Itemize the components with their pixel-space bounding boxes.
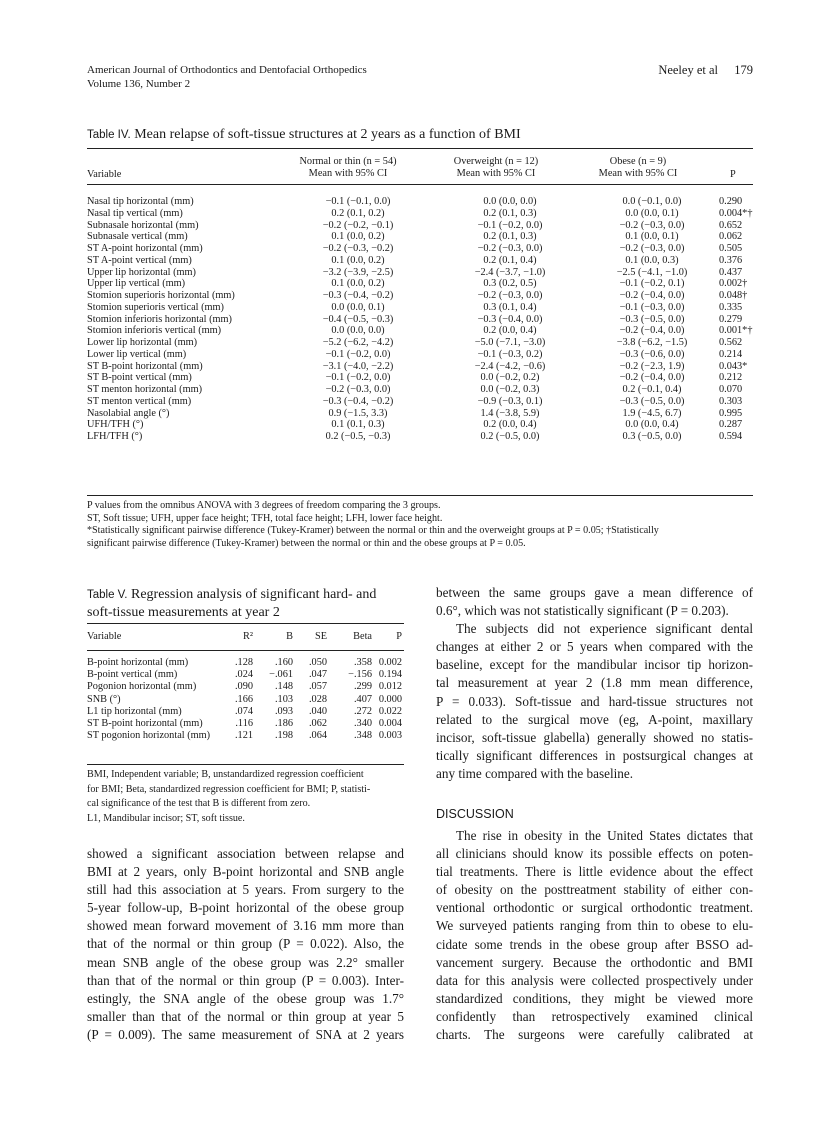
row-variable: Upper lip vertical (mm) (87, 278, 186, 290)
cell-p-value: 0.004*† (719, 207, 753, 219)
cell-p-value: 0.001*† (719, 325, 753, 337)
text-line: of obesity on the posttreatment stability of either con- (436, 882, 753, 898)
text-line: showed mean forward movement of 3.16 mm more than (87, 918, 404, 934)
table4-notes (87, 500, 767, 550)
cell-obese: 0.3 (−0.5, 0.0) (622, 431, 682, 442)
table4-header-rule (87, 184, 753, 185)
left-column-text (87, 845, 404, 1044)
table4-row (87, 337, 753, 349)
t5-r2: .166 (234, 693, 253, 705)
cell-p-value: 0.214 (719, 348, 743, 360)
text-line: BMI at 2 years, only B-point horizontal and SNB angle (87, 864, 404, 880)
cell-overweight: 1.4 (−3.8, 5.9) (480, 407, 540, 419)
cell-p-value: 0.335 (719, 301, 743, 313)
cell-normal: −0.1 (−0.2, 0.0) (325, 372, 391, 384)
table5-row (87, 706, 404, 718)
table4-header-variable (87, 169, 121, 181)
cell-obese: −3.8 (−6.2, −1.5) (616, 337, 688, 348)
table5-row (87, 730, 404, 742)
table4-label: Table IV. (87, 129, 131, 141)
header-normal-ci: Mean with 95% CI (308, 168, 388, 179)
row-variable: Lower lip horizontal (mm) (87, 337, 198, 348)
cell-p-value: 0.303 (719, 395, 743, 407)
cell-normal: 0.1 (0.1, 0.3) (331, 419, 385, 431)
table4-row (87, 408, 753, 420)
table4-body (87, 196, 753, 443)
text-line: The rise in obesity in the United States dictates that (456, 828, 753, 843)
table4-caption: Mean relapse of soft-tissue structures at 2 years as a function of BMI (134, 127, 521, 142)
cell-normal: −0.1 (−0.1, 0.0) (325, 196, 391, 207)
cell-obese: 0.0 (−0.1, 0.0) (622, 196, 682, 207)
table5-notes (87, 768, 407, 826)
row-variable: ST A-point horizontal (mm) (87, 243, 203, 254)
t5-variable: SNB (°) (87, 693, 121, 705)
cell-normal: 0.2 (0.1, 0.2) (331, 207, 385, 219)
cell-normal: 0.0 (0.0, 0.0) (331, 325, 385, 337)
table4-note: significant pairwise difference (Tukey-Kramer) between the normal or thin and the obese groups at P = 0.05. (87, 537, 526, 549)
text-line: 0.6°, which was not statistically significant (P = 0.203). (436, 603, 729, 619)
text-line: incisor, soft-tissue glabella) generally showed no statis- (436, 729, 753, 745)
cell-obese: −0.2 (−0.4, 0.0) (619, 290, 685, 301)
table5-label: Table V. (87, 589, 128, 601)
cell-overweight: −0.1 (−0.3, 0.2) (477, 348, 543, 360)
text-line: than that of the normal or thin group (P = 0.003). Inter- (87, 972, 404, 988)
t5-p: 0.022 (378, 705, 402, 717)
text-line: changes at either 2 or 5 years when compared with the (436, 639, 753, 655)
text-line: tal measurement at year 2 (1.8 mm mean difference, (436, 675, 753, 691)
text-line: standardized conditions, they might be viewed more (436, 990, 753, 1006)
text-line: mean SNB angle of the obese group was 2.2° smaller (87, 954, 404, 970)
t5-header-beta: Beta (353, 631, 372, 642)
cell-obese: −0.2 (−0.4, 0.0) (619, 372, 685, 384)
table4-row (87, 396, 753, 408)
cell-overweight: 0.2 (0.1, 0.3) (483, 231, 537, 243)
table4-row (87, 361, 753, 373)
t5-r2: .024 (234, 669, 253, 681)
row-variable: UFH/TFH (°) (87, 419, 144, 431)
row-variable: ST B-point horizontal (mm) (87, 360, 203, 372)
table5-note: L1, Mandibular incisor; ST, soft tissue. (87, 812, 245, 824)
text-line: The subjects did not experience significant dental (456, 621, 753, 637)
row-variable: Nasal tip horizontal (mm) (87, 196, 194, 207)
table5-bottom-rule (87, 764, 404, 765)
cell-p-value: 0.995 (719, 407, 743, 419)
t5-r2: .090 (234, 681, 253, 693)
table4-top-rule (87, 148, 753, 149)
t5-header-se: SE (314, 631, 327, 642)
t5-r2: .116 (235, 717, 253, 729)
t5-p: 0.194 (378, 669, 402, 681)
table4-bottom-rule (87, 495, 753, 496)
row-variable: ST menton vertical (mm) (87, 395, 192, 407)
cell-obese: 0.0 (0.0, 0.1) (625, 207, 679, 219)
text-line: (P = 0.009). The same measurement of SNA at 2 years (87, 1026, 404, 1042)
right-column-text-top (436, 584, 753, 783)
cell-normal: 0.2 (−0.5, −0.3) (325, 431, 391, 442)
table4-row (87, 372, 753, 384)
cell-overweight: 0.0 (0.0, 0.0) (483, 196, 537, 207)
t5-p: 0.004 (378, 717, 402, 729)
t5-variable: B-point vertical (mm) (87, 669, 178, 681)
cell-obese: −0.3 (−0.6, 0.0) (619, 348, 685, 360)
cell-obese: 0.2 (−0.1, 0.4) (622, 384, 682, 395)
row-variable: Lower lip vertical (mm) (87, 348, 187, 360)
t5-beta: .272 (353, 705, 372, 717)
t5-header-p: P (396, 631, 402, 642)
table5-caption-line2: soft-tissue measurements at year 2 (87, 605, 280, 620)
cell-normal: 0.1 (0.0, 0.2) (331, 278, 385, 290)
table4-header-overweight (431, 156, 561, 180)
cell-obese: 1.9 (−4.5, 6.7) (622, 407, 682, 419)
row-variable: ST B-point vertical (mm) (87, 372, 192, 384)
row-variable: Nasal tip vertical (mm) (87, 207, 183, 219)
table5-note: for BMI; Beta, standardized regression coefficient for BMI; P, statisti- (87, 783, 371, 795)
text-line: ventional orthodontic or surgical orthodontic treatment. (436, 900, 753, 916)
row-variable: ST menton horizontal (mm) (87, 384, 203, 395)
cell-overweight: 0.2 (0.0, 0.4) (483, 325, 537, 337)
header-p-label: P (730, 169, 736, 180)
t5-beta: .407 (353, 693, 372, 705)
table5-row (87, 657, 404, 669)
row-variable: Upper lip horizontal (mm) (87, 266, 196, 278)
cell-obese: 0.1 (0.0, 0.1) (625, 231, 679, 243)
text-line: tically significant differences in postsurgical changes at (436, 747, 753, 763)
cell-overweight: −2.4 (−3.7, −1.0) (474, 266, 546, 278)
table4-row (87, 243, 753, 255)
text-line: tial treatments. There is little evidence about the effect (436, 864, 753, 880)
t5-se: .062 (308, 717, 327, 729)
t5-b: .160 (274, 657, 293, 668)
table4-row (87, 196, 753, 208)
table4-note: P values from the omnibus ANOVA with 3 degrees of freedom comparing the 3 groups. (87, 500, 441, 511)
table5-row (87, 718, 404, 730)
cell-overweight: −0.3 (−0.4, 0.0) (477, 313, 543, 325)
text-line: smaller than that of the normal or thin group at year 5 (87, 1008, 404, 1024)
text-line: showed a significant association between relapse and (87, 846, 404, 861)
text-line: related to the surgical move (eg, A-point, maxillary (436, 711, 753, 727)
cell-normal: −0.4 (−0.5, −0.3) (322, 313, 394, 325)
text-line: estingly, the SNA angle of the obese group was 1.7° (87, 990, 404, 1006)
cell-p-value: 0.287 (719, 419, 743, 431)
text-line: P = 0.033). Soft-tissue and hard-tissue structures not (436, 693, 753, 709)
t5-b: .186 (274, 717, 293, 729)
cell-normal: −0.1 (−0.2, 0.0) (325, 348, 391, 360)
cell-obese: −0.1 (−0.3, 0.0) (619, 301, 685, 313)
row-variable: ST A-point vertical (mm) (87, 254, 192, 266)
header-overweight-ci: Mean with 95% CI (456, 168, 536, 179)
discussion-heading: DISCUSSION (436, 807, 514, 821)
t5-se: .028 (308, 693, 327, 705)
table4-row (87, 314, 753, 326)
cell-overweight: −0.2 (−0.3, 0.0) (477, 290, 543, 301)
t5-beta: .340 (353, 717, 372, 729)
t5-r2: .121 (234, 730, 253, 742)
text-line: between the same groups gave a mean difference of (436, 585, 753, 600)
t5-header-b: B (286, 631, 293, 642)
cell-obese: −0.3 (−0.5, 0.0) (619, 313, 685, 325)
row-variable: Stomion superioris horizontal (mm) (87, 290, 235, 301)
table5-row (87, 669, 404, 681)
row-variable: Nasolabial angle (°) (87, 407, 170, 419)
cell-normal: −5.2 (−6.2, −4.2) (322, 337, 394, 348)
cell-overweight: 0.2 (0.1, 0.3) (483, 207, 537, 219)
cell-p-value: 0.048† (719, 290, 748, 301)
table5-body (87, 657, 404, 742)
table4-row (87, 231, 753, 243)
cell-obese: −2.5 (−4.1, −1.0) (616, 266, 688, 278)
cell-normal: 0.9 (−1.5, 3.3) (328, 407, 388, 419)
journal-name: American Journal of Orthodontics and Dentofacial Orthopedics (87, 64, 367, 76)
cell-overweight: −2.4 (−4.2, −0.6) (474, 360, 546, 372)
table4-row (87, 267, 753, 279)
table4-row (87, 220, 753, 232)
cell-overweight: −0.1 (−0.2, 0.0) (477, 219, 543, 231)
cell-p-value: 0.505 (719, 243, 743, 254)
cell-p-value: 0.062 (719, 231, 743, 243)
t5-b: .198 (274, 730, 293, 742)
t5-variable: Pogonion horizontal (mm) (87, 681, 197, 693)
t5-r2: .128 (234, 657, 253, 668)
cell-obese: −0.2 (−2.3, 1.9) (619, 360, 685, 372)
table5-top-rule (87, 623, 404, 624)
header-overweight-group: Overweight (n = 12) (453, 156, 539, 167)
text-line: any time compared with the baseline. (436, 765, 634, 781)
cell-overweight: 0.3 (0.2, 0.5) (483, 278, 537, 290)
cell-normal: −3.2 (−3.9, −2.5) (322, 266, 394, 278)
cell-normal: −0.3 (−0.4, −0.2) (322, 395, 394, 407)
table4-note: ST, Soft tissue; UFH, upper face height; TFH, total face height; LFH, lower face height. (87, 512, 443, 524)
table4-row (87, 290, 753, 302)
table4-row (87, 255, 753, 267)
row-variable: LFH/TFH (°) (87, 431, 143, 442)
table4-header-normal (283, 156, 413, 180)
row-variable: Stomion superioris vertical (mm) (87, 301, 224, 313)
author-names: Neeley et al (658, 63, 718, 77)
t5-beta: .358 (353, 657, 372, 668)
cell-p-value: 0.437 (719, 266, 743, 278)
cell-overweight: 0.0 (−0.2, 0.3) (480, 384, 540, 395)
t5-b: .093 (274, 705, 293, 717)
table5-header-rule (87, 650, 404, 651)
cell-normal: −0.2 (−0.2, −0.1) (322, 219, 394, 231)
running-header-journal (87, 63, 367, 91)
row-variable: Subnasale vertical (mm) (87, 231, 188, 243)
cell-p-value: 0.376 (719, 254, 743, 266)
cell-overweight: 0.2 (−0.5, 0.0) (480, 431, 540, 442)
table4-title (87, 126, 521, 144)
table4-row (87, 384, 753, 396)
text-line: confidently than retrospectively examined clinical (436, 1008, 753, 1024)
text-line: data for this analysis were collected prospectively under (436, 972, 753, 988)
cell-overweight: −5.0 (−7.1, −3.0) (474, 337, 546, 348)
t5-variable: ST B-point horizontal (mm) (87, 717, 203, 729)
page-number: 179 (734, 63, 753, 77)
table4-row (87, 431, 753, 443)
cell-normal: 0.1 (0.0, 0.2) (331, 231, 385, 243)
cell-normal: −0.2 (−0.3, 0.0) (325, 384, 391, 395)
table4-row (87, 208, 753, 220)
header-variable-label: Variable (87, 169, 122, 180)
t5-b: −.061 (269, 669, 293, 681)
header-obese-ci: Mean with 95% CI (598, 168, 678, 179)
text-line: all clinicians should know its possible effects on poten- (436, 846, 753, 862)
cell-p-value: 0.290 (719, 196, 743, 207)
row-variable: Subnasale horizontal (mm) (87, 219, 199, 231)
t5-header-variable: Variable (87, 631, 122, 642)
cell-obese: −0.3 (−0.5, 0.0) (619, 395, 685, 407)
text-line: charts. The surgeons were carefully calibrated at (436, 1027, 753, 1043)
text-line: still had this association at 5 years. From surgery to the (87, 882, 404, 898)
cell-overweight: −0.9 (−0.3, 0.1) (477, 395, 543, 407)
cell-p-value: 0.043* (719, 360, 748, 372)
text-line: 5-year follow-up, B-point horizontal of the obese group (87, 900, 404, 916)
t5-p: 0.002 (378, 657, 402, 668)
cell-normal: −0.2 (−0.3, −0.2) (322, 243, 394, 254)
row-variable: Stomion inferioris horizontal (mm) (87, 313, 232, 325)
table5-note: cal significance of the test that B is different from zero. (87, 798, 311, 809)
header-obese-group: Obese (n = 9) (609, 156, 667, 167)
text-line: vancement surgery. Because the orthodontic and BMI (436, 954, 753, 970)
t5-se: .064 (308, 730, 327, 742)
cell-normal: 0.0 (0.0, 0.1) (331, 301, 385, 313)
table5-row (87, 694, 404, 706)
table5-note: BMI, Independent variable; B, unstandardized regression coefficient (87, 769, 364, 780)
cell-obese: −0.2 (−0.4, 0.0) (619, 325, 685, 337)
cell-normal: 0.1 (0.0, 0.2) (331, 254, 385, 266)
cell-p-value: 0.002† (719, 278, 748, 290)
cell-p-value: 0.212 (719, 372, 743, 384)
cell-p-value: 0.652 (719, 219, 743, 231)
t5-variable: ST pogonion horizontal (mm) (87, 730, 211, 742)
t5-se: .050 (308, 657, 327, 668)
cell-p-value: 0.070 (719, 384, 743, 395)
cell-obese: −0.1 (−0.2, 0.1) (619, 278, 685, 290)
t5-variable: B-point horizontal (mm) (87, 657, 189, 668)
t5-se: .040 (308, 705, 327, 717)
table4-row (87, 325, 753, 337)
cell-normal: −0.3 (−0.4, −0.2) (322, 290, 394, 301)
cell-p-value: 0.594 (719, 431, 743, 442)
table5-title (87, 586, 404, 622)
text-line: baseline, except for the mandibular incisor tip horizon- (436, 657, 753, 673)
cell-overweight: 0.2 (0.1, 0.4) (483, 254, 537, 266)
table5-header (87, 631, 404, 645)
header-normal-group: Normal or thin (n = 54) (299, 156, 397, 167)
table4-header-p (730, 169, 736, 181)
cell-overweight: 0.3 (0.1, 0.4) (483, 301, 537, 313)
cell-overweight: −0.2 (−0.3, 0.0) (477, 243, 543, 254)
t5-se: .047 (308, 669, 327, 681)
text-line: We surveyed patients ranging from thin to obese to elu- (436, 918, 753, 934)
t5-beta: .348 (353, 730, 372, 742)
t5-beta: −.156 (348, 669, 372, 681)
cell-overweight: 0.0 (−0.2, 0.2) (480, 372, 540, 384)
cell-overweight: 0.2 (0.0, 0.4) (483, 419, 537, 431)
row-variable: Stomion inferioris vertical (mm) (87, 325, 222, 337)
t5-header-r2: R² (243, 631, 253, 642)
table4-row (87, 302, 753, 314)
table4-header-obese (573, 156, 703, 180)
journal-volume: Volume 136, Number 2 (87, 78, 191, 90)
t5-r2: .074 (234, 705, 253, 717)
cell-normal: −3.1 (−4.0, −2.2) (322, 360, 394, 372)
right-column-text-bottom (436, 827, 753, 1044)
running-header-right (658, 63, 753, 77)
table5-caption-line1: Regression analysis of significant hard- and (131, 587, 377, 602)
cell-obese: −0.2 (−0.3, 0.0) (619, 219, 685, 231)
t5-b: .148 (274, 681, 293, 693)
cell-obese: 0.1 (0.0, 0.3) (625, 254, 679, 266)
cell-p-value: 0.562 (719, 337, 743, 348)
cell-p-value: 0.279 (719, 313, 743, 325)
cell-obese: 0.0 (0.0, 0.4) (625, 419, 679, 431)
t5-p: 0.000 (378, 693, 402, 705)
t5-se: .057 (308, 681, 327, 693)
text-line: cidate some trends in the obese group after BSSO ad- (436, 936, 753, 952)
t5-p: 0.012 (378, 681, 402, 693)
table4-row (87, 278, 753, 290)
t5-p: 0.003 (378, 730, 402, 742)
t5-b: .103 (274, 693, 293, 705)
table5-row (87, 681, 404, 693)
table4-row (87, 419, 753, 431)
t5-beta: .299 (353, 681, 372, 693)
text-line: that of the normal or thin group (P = 0.022). Also, the (87, 936, 404, 952)
t5-variable: L1 tip horizontal (mm) (87, 705, 182, 717)
table4-row (87, 349, 753, 361)
table4-note: *Statistically significant pairwise difference (Tukey-Kramer) between the normal or thin and the overweight groups at P = 0.05; †Statistically (87, 525, 659, 537)
cell-obese: −0.2 (−0.3, 0.0) (619, 243, 685, 254)
